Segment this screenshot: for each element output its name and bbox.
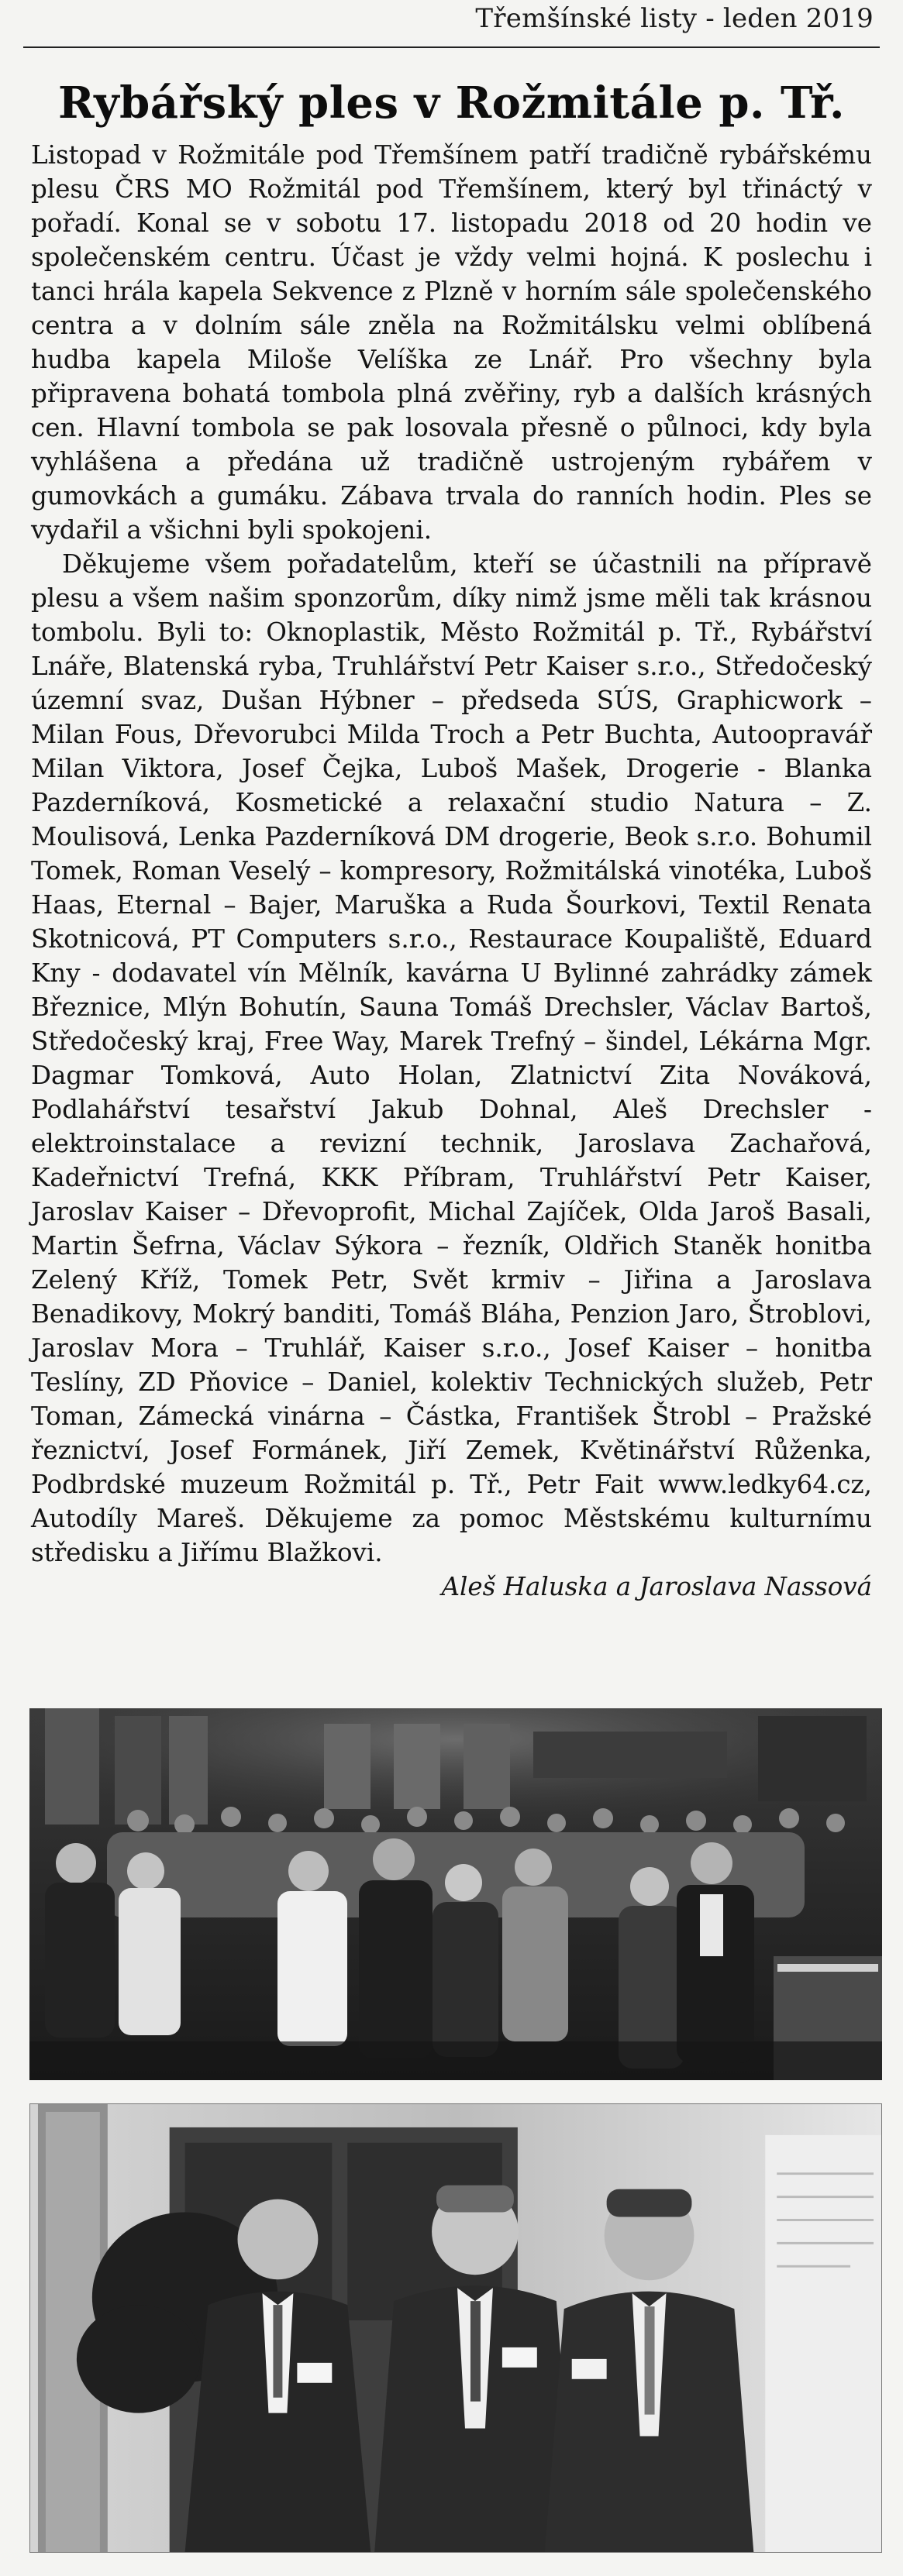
article-signature: Aleš Haluska a Jaroslava Nassová: [441, 1572, 872, 1601]
article-headline: Rybářský ples v Rožmitále p. Tř.: [58, 77, 845, 129]
running-title: Třemšínské listy - leden 2019: [475, 3, 874, 34]
header-rule: [23, 46, 880, 48]
three-men-in-suits-photo: [29, 2103, 882, 2553]
article-body: [31, 138, 872, 1604]
dance-floor-crowd-photo: [29, 1708, 882, 2080]
article-paragraph-thanks: Děkujeme všem pořadatelům, kteří se účastnili na přípravě plesu a všem našim sponzorům, díky nimž jsme měli tak krásnou tombolu. Byli to: Oknoplastik, Město Rožmitál p. Tř., Rybářství Lnáře, Blatenská ryba, Truhlářství Petr Kaiser s.r.o., Středočeský územní svaz, Dušan Hýbner – předseda SÚS, Graphicwork – Milan Fous, Dřevorubci Milda Troch a Petr Buchta, Autoopravář Milan Viktora, Josef Čejka, Luboš Mašek, Drogerie - Blanka Pazderníková, Kosmetické a relaxační studio Natura – Z. Moulisová, Lenka Pazderníková DM drogerie, Beok s.r.o. Bohumil Tomek, Roman Veselý – kompresory, Rožmitálská vinotéka, Luboš Haas, Eternal – Bajer, Maruška a Ruda Šourkovi, Textil Renata Skotnicová, PT Computers s.r.o., Restaurace Koupaliště, Eduard Kny - dodavatel vín Mělník, kavárna U Bylinné zahrádky zámek Březnice, Mlýn Bohutín, Sauna Tomáš Drechsler, Václav Bartoš, Středočeský kraj, Free Way, Marek Trefný – šindel, Lékárna Mgr. Dagmar Tomková, Auto Holan, Zlatnictví Zita Nováková, Podlahářství tesařství Jakub Dohnal, Aleš Drechsler - elektroinstalace a revizní technik, Jaroslava Zachařová, Kadeřnictví Trefná, KKK Příbram, Truhlářství Petr Kaiser, Jaroslav Kaiser – Dřevoprofit, Michal Zajíček, Olda Jaroš Basali, Martin Šefrna, Václav Sýkora – řezník, Oldřich Staněk honitba Zelený Kříž, Tomek Petr, Svět krmiv – Jiřina a Jaroslava Benadikovy, Mokrý banditi, Tomáš Bláha, Penzion Jaro, Štroblovi, Jaroslav Mora – Truhlář, Kaiser s.r.o., Josef Kaiser – honitba Teslíny, ZD Pňovice – Daniel, kolektiv Technických služeb, Petr Toman, Zámecká vinárna – Částka, František Štrobl – Pražské řeznictví, Josef Formánek, Jiří Zemek, Květinářství Růženka, Podbrdské muzeum Rožmitál p. Tř., Petr Fait www.ledky64.cz, Autodíly Mareš. Děkujeme za pomoc Městskému kulturnímu středisku a Jiřímu Blažkovi.: [31, 549, 872, 1567]
article-paragraph-intro: Listopad v Rožmitále pod Třemšínem patří tradičně rybářskému plesu ČRS MO Rožmitál pod Třemšínem, který byl třináctý v pořadí. Konal se v sobotu 17. listopadu 2018 od 20 hodin ve společenském centru. Účast je vždy velmi hojná. K poslechu i tanci hrála kapela Sekvence z Plzně v horním sále společenského centra a v dolním sále zněla na Rožmitálsku velmi oblíbená hudba kapela Miloše Velíška ze Lnář. Pro všechny byla připravena bohatá tombola plná zvěřiny, ryb a dalších krásných cen. Hlavní tombola se pak losovala přesně o půlnoci, kdy byla vyhlášena a předána už tradičně ustrojeným rybářem v gumovkách a gumáku. Zábava trvala do ranních hodin. Ples se vydařil a všichni byli spokojeni.: [31, 140, 872, 545]
